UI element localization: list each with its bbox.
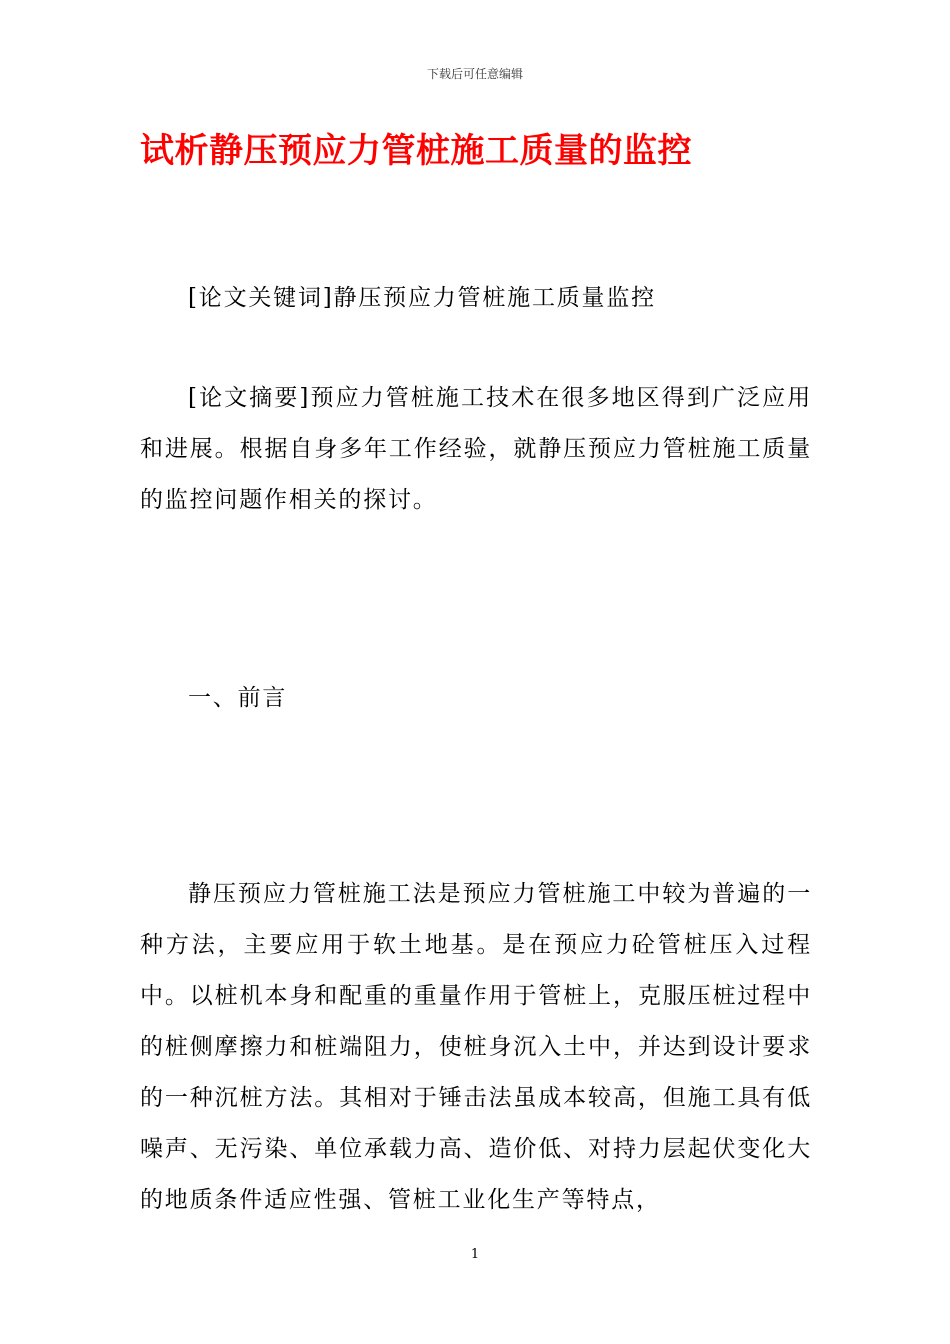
section-heading: 一、前言	[188, 685, 288, 711]
body-paragraph: 静压预应力管桩施工法是预应力管桩施工中较为普遍的一种方法，主要应用于软土地基。是在预应力砼管桩压入过程中。以桩机本身和配重的重量作用于管桩上，克服压桩过程中的桩侧摩擦力和桩端阻力，使桩身沉入土中，并达到设计要求的一种沉桩方法。其相对于锤击法虽成本较高，但施工具有低噪声、无污染、单位承载力高、造价低、对持力层起伏变化大的地质条件适应性强、管桩工业化生产等特点，	[140, 881, 812, 1213]
abstract-paragraph: [论文摘要]预应力管桩施工技术在很多地区得到广泛应用和进展。根据自身多年工作经验，就静压预应力管桩施工质量的监控问题作相关的探讨。	[140, 385, 812, 513]
document-title: 试析静压预应力管桩施工质量的监控	[140, 131, 692, 171]
keywords-paragraph: [论文关键词]静压预应力管桩施工质量监控	[188, 285, 656, 311]
page-header-note: 下载后可任意编辑	[426, 67, 523, 81]
page-number: 1	[470, 1247, 480, 1262]
